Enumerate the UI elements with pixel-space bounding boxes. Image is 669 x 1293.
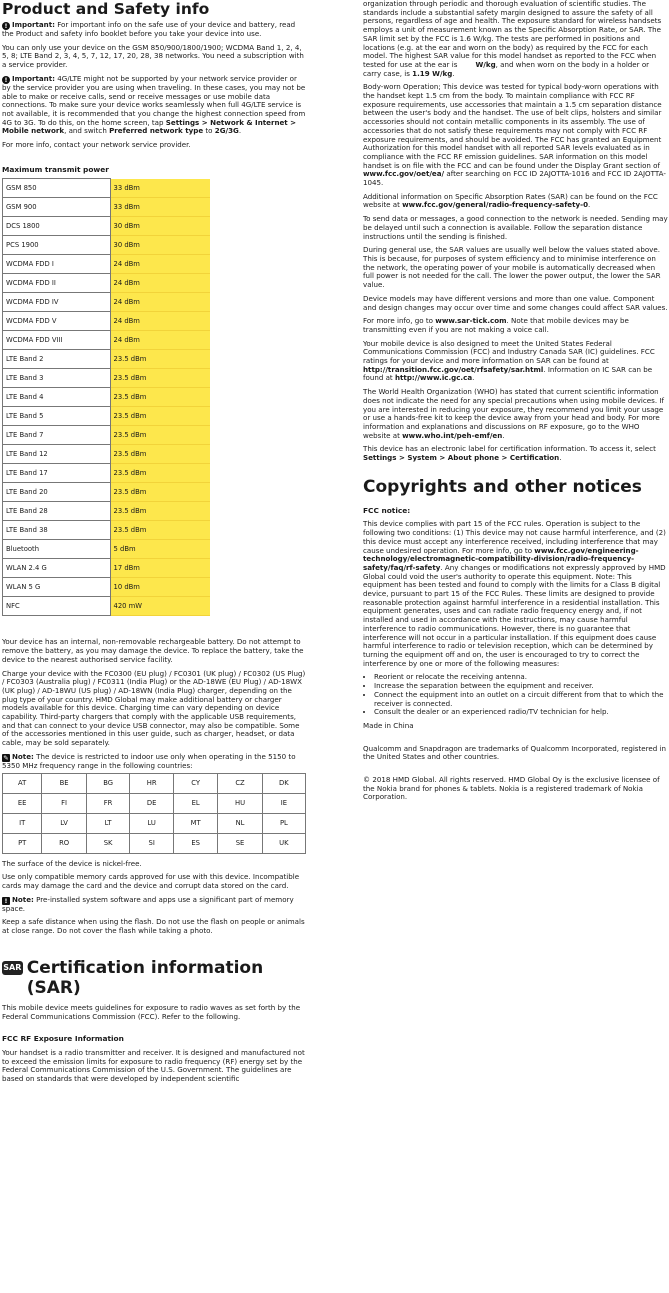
left-column bbox=[2, 0, 306, 1089]
power-cell: 23.5 dBm bbox=[110, 369, 210, 388]
sar-title: Certification information (SAR) bbox=[26, 957, 264, 998]
table-row bbox=[3, 255, 211, 274]
fcc-notice-paragraph: This device complies with part 15 of the FCC rules. Operation is subject to the following two conditions: (1) This device may not cause harmful interference, and (2) this device must accept any interference received, including interference that may cause undesired operation. For more info, go to www.fcc.gov/engineering-technology/electromagnetic-compatibility-division/radio-frequency-safety/faq/rf-safety. Any changes or modifications not expressly approved by HMD Global could void the user's authority to operate this equipment. Note: This equipment has been tested and found to comply with the limits for a Class B digital device, pursuant to part 15 of the FCC Rules. These limits are designed to provide reasonable protection against harmful interference in a residential installation. This equipment generates, uses and can radiate radio frequency energy and, if not installed and used in accordance with the instructions, may cause harmful interference to radio communications. However, there is no guarantee that interference will not occur in a particular installation. If this equipment does cause harmful interference to radio or television reception, which can be determined by turning the equipment off and on, the user is encouraged to try to correct the interference by one or more of the following measures: bbox=[363, 519, 666, 668]
memory-card-paragraph: Use only compatible memory cards approved for use with this device. Incompatible cards may damage the card and the device and corrupt data stored on the card. bbox=[2, 872, 300, 890]
fcc-ic-paragraph: Your mobile device is also designed to meet the United States Federal Communications Commission (FCC) and Industry Canada SAR (IC) guidelines. FCC ratings for your device and more information on SAR can be found at http://transition.fcc.gov/oet/rfsafety/sar.html. Information on IC SAR can be found at http://www.ic.gc.ca. bbox=[363, 338, 655, 383]
band-cell: WLAN 5 G bbox=[3, 578, 111, 597]
table-row bbox=[3, 521, 211, 540]
additional-sar-paragraph: Additional information on Specific Absorption Rates (SAR) can be found on the FCC website at www.fcc.gov/general/radio-frequency-safety-0. bbox=[363, 191, 658, 210]
power-cell: 23.5 dBm bbox=[110, 502, 210, 521]
country-table bbox=[2, 773, 306, 854]
provider-info: For more info, contact your network service provider. bbox=[2, 140, 191, 150]
band-cell: LTE Band 4 bbox=[3, 388, 111, 407]
table-row bbox=[3, 293, 211, 312]
band-cell: WCDMA FDD II bbox=[3, 274, 111, 293]
power-cell: 24 dBm bbox=[110, 312, 210, 331]
country-cell: NL bbox=[218, 813, 262, 833]
country-cell: HU bbox=[218, 793, 262, 813]
country-cell: SI bbox=[130, 833, 174, 853]
power-cell: 23.5 dBm bbox=[110, 350, 210, 369]
band-cell: DCS 1800 bbox=[3, 217, 111, 236]
country-cell: SK bbox=[86, 833, 130, 853]
list-item: • Reorient or relocate the receiving antenna. bbox=[374, 673, 668, 682]
power-cell: 33 dBm bbox=[110, 198, 210, 217]
fcc-sar-link[interactable]: http://transition.fcc.gov/oet/rfsafety/sar.html bbox=[363, 364, 544, 374]
band-cell: WCDMA FDD V bbox=[3, 312, 111, 331]
tx-heading: Maximum transmit power bbox=[2, 164, 109, 174]
band-cell: GSM 900 bbox=[3, 198, 111, 217]
country-cell: DK bbox=[262, 773, 305, 793]
country-cell: FR bbox=[86, 793, 130, 813]
power-cell: 23.5 dBm bbox=[110, 426, 210, 445]
country-cell: UK bbox=[262, 833, 305, 853]
table-row bbox=[3, 388, 211, 407]
country-cell: SE bbox=[218, 833, 262, 853]
table-row bbox=[3, 198, 211, 217]
sar-intro: This mobile device meets guidelines for exposure to radio waves as set forth by the Federal Communications Commission (FCC). Refer to the following. bbox=[2, 1002, 301, 1021]
exclamation-icon: ! bbox=[2, 22, 10, 30]
table-row bbox=[3, 217, 211, 236]
table-row bbox=[3, 369, 211, 388]
country-cell: EL bbox=[174, 793, 218, 813]
country-cell: ES bbox=[174, 833, 218, 853]
body-worn-paragraph: Body-worn Operation; This device was tested for typical body-worn operations with the handset kept 1.5 cm from the body. To maintain compliance with FCC RF exposure requirements, use accessories that maintain a 1.5 cm separation distance between the user's body and the handset. The use of belt clips, holsters and similar accessories should not contain metallic components in its assembly. The use of accessories that do not satisfy these requirements may not comply with FCC RF exposure requirements, and should be avoided. The FCC has granted an Equipment Authorization for this model handset with all reported SAR levels evaluated as in compliance with the FCC RF emission guidelines. SAR information on this model handset is on file with the FCC and can be found under the Display Grant section of www.fcc.gov/oet/ea/ after searching on FCC ID 2AJOTTA-1016 and FCC ID 2AJOTTA-1045. bbox=[363, 82, 666, 188]
certification-path: Settings > System > About phone > Certification bbox=[363, 453, 560, 463]
trademark-paragraph: Qualcomm and Snapdragon are trademarks of Qualcomm Incorporated, registered in the United States and other countries. bbox=[363, 743, 666, 762]
nickel-paragraph: The surface of the device is nickel-free. bbox=[2, 858, 142, 868]
band-cell: Bluetooth bbox=[3, 540, 111, 559]
memory-note: ! Note: Pre-installed system software and apps use a significant part of memory space. bbox=[2, 894, 294, 913]
power-cell: 23.5 dBm bbox=[110, 445, 210, 464]
country-cell: IE bbox=[262, 793, 305, 813]
transmit-power-table bbox=[2, 178, 210, 616]
power-cell: 24 dBm bbox=[110, 293, 210, 312]
list-item: • Increase the separation between the equipment and receiver. bbox=[374, 682, 668, 691]
table-row bbox=[3, 179, 211, 198]
band-cell: LTE Band 20 bbox=[3, 483, 111, 502]
important-note-2: ! Important: 4G/LTE might not be supported by your network service provider or by the service provider you are using when traveling. In these cases, you may not be able to make or receive calls, send or receive messages or use mobile data connections. To make sure your device works seamlessly when full 4G/LTE service is not available, it is recommended that you change the highest connection speed from 4G to 3G. To do this, on the home screen, tap Settings > Network & Internet > Mobile network, and switch Preferred network type to 2G/3G. bbox=[2, 73, 306, 136]
table-row bbox=[3, 407, 211, 426]
sar-logo-icon: SAR bbox=[2, 961, 23, 975]
table-row bbox=[3, 502, 211, 521]
band-cell: WLAN 2.4 G bbox=[3, 559, 111, 578]
battery-paragraph: Your device has an internal, non-removable rechargeable battery. Do not attempt to remove the battery, as you may damage the device. To replace the battery, take the device to the nearest authorised service facility. bbox=[2, 637, 304, 664]
copyright-paragraph: © 2018 HMD Global. All rights reserved. HMD Global Oy is the exclusive licensee of the Nokia brand for phones & tablets. Nokia is a registered trademark of Nokia Corporation. bbox=[363, 775, 660, 802]
country-cell: FI bbox=[42, 793, 86, 813]
power-cell: 23.5 dBm bbox=[110, 521, 210, 540]
copyright-title: Copyrights and other notices bbox=[363, 476, 642, 497]
indoor-note: ✎ Note: The device is restricted to indoor use only when operating in the 5150 to 5350 MHz frequency range in the following countries: bbox=[2, 751, 296, 770]
power-cell: 30 dBm bbox=[110, 217, 210, 236]
table-row bbox=[3, 274, 211, 293]
table-row bbox=[3, 597, 211, 616]
sar-values-paragraph: organization through periodic and thorough evaluation of scientific studies. The standards include a substantial safety margin designed to assure the safety of all persons, regardless of age and health. The exposure standard for wireless handsets employs a unit of measurement known as the Specific Absorption Rate, or SAR. The SAR limit set by the FCC is 1.6 W/kg. The tests are performed in positions and locations (e.g. at the ear and worn on the body) as required by the FCC for each model. The highest SAR value for this model handset as reported to the FCC when tested for use at the ear is W/kg, and when worn on the body in a holder or carry case, is 1.19 W/kg. bbox=[363, 0, 662, 78]
country-cell: RO bbox=[42, 833, 86, 853]
country-cell: PL bbox=[262, 813, 305, 833]
country-cell: BE bbox=[42, 773, 86, 793]
sar-tick-link[interactable]: www.sar-tick.com bbox=[435, 316, 507, 326]
country-cell: LV bbox=[42, 813, 86, 833]
e-label-paragraph: This device has an electronic label for certification information. To access it, select Settings > System > About phone > Certification. bbox=[363, 444, 656, 463]
band-cell: LTE Band 7 bbox=[3, 426, 111, 445]
table-row bbox=[3, 464, 211, 483]
power-cell: 10 dBm bbox=[110, 578, 210, 597]
table-row bbox=[3, 312, 211, 331]
exclamation-icon: ! bbox=[2, 897, 10, 905]
country-cell: MT bbox=[174, 813, 218, 833]
table-row bbox=[3, 236, 211, 255]
made-in: Made in China bbox=[363, 720, 414, 730]
who-paragraph: The World Health Organization (WHO) has stated that current scientific information does not indicate the need for any special precautions when using mobile devices. If you are interested in reducing your exposure, they recommend you limit your usage or use a hands-free kit to keep the device away from your head and body. For more information and explanations and discussions on RF exposure, go to the WHO website at www.who.int/peh-emf/en. bbox=[363, 387, 664, 440]
power-cell: 23.5 dBm bbox=[110, 407, 210, 426]
table-row bbox=[3, 773, 306, 793]
band-cell: LTE Band 5 bbox=[3, 407, 111, 426]
band-cell: WCDMA FDD IV bbox=[3, 293, 111, 312]
fcc-notice-heading: FCC notice: bbox=[363, 505, 411, 515]
table-row bbox=[3, 559, 211, 578]
table-row bbox=[3, 813, 306, 833]
table-row bbox=[3, 331, 211, 350]
band-cell: GSM 850 bbox=[3, 179, 111, 198]
band-cell: LTE Band 3 bbox=[3, 369, 111, 388]
preferred-network-label: Preferred network type bbox=[109, 126, 204, 136]
power-cell: 420 mW bbox=[110, 597, 210, 616]
table-row bbox=[3, 793, 306, 813]
country-cell: CY bbox=[174, 773, 218, 793]
band-cell: LTE Band 12 bbox=[3, 445, 111, 464]
table-row bbox=[3, 540, 211, 559]
band-cell: WCDMA FDD VIII bbox=[3, 331, 111, 350]
country-cell: CZ bbox=[218, 773, 262, 793]
country-cell: DE bbox=[130, 793, 174, 813]
page-title: Product and Safety info bbox=[2, 0, 210, 18]
country-cell: HR bbox=[130, 773, 174, 793]
table-row bbox=[3, 578, 211, 597]
sar-section-title bbox=[2, 958, 306, 998]
power-cell: 5 dBm bbox=[110, 540, 210, 559]
band-cell: LTE Band 2 bbox=[3, 350, 111, 369]
band-cell: LTE Band 38 bbox=[3, 521, 111, 540]
power-cell: 23.5 dBm bbox=[110, 388, 210, 407]
band-cell: LTE Band 28 bbox=[3, 502, 111, 521]
band-cell: PCS 1900 bbox=[3, 236, 111, 255]
country-cell: LT bbox=[86, 813, 130, 833]
table-row bbox=[3, 833, 306, 853]
country-cell: PT bbox=[3, 833, 42, 853]
settings-path: Settings > Network & Internet > Mobile network bbox=[2, 117, 297, 136]
flash-paragraph: Keep a safe distance when using the flash. Do not use the flash on people or animals at close range. Do not cover the flash while taking a photo. bbox=[2, 917, 305, 936]
table-row bbox=[3, 426, 211, 445]
networks-paragraph: You can only use your device on the GSM 850/900/1800/1900; WCDMA Band 1, 2, 4, 5, 8; LTE Band 2, 3, 4, 5, 7, 12, 17, 20, 28, 38 networks. You need a subscription with a service provider. bbox=[2, 42, 304, 70]
power-cell: 17 dBm bbox=[110, 559, 210, 578]
list-item: • Connect the equipment into an outlet on a circuit different from that to which the receiver is connected. bbox=[374, 691, 668, 708]
country-cell: BG bbox=[86, 773, 130, 793]
country-cell: LU bbox=[130, 813, 174, 833]
power-cell: 33 dBm bbox=[110, 179, 210, 198]
fcc-rf-safety-link[interactable]: www.fcc.gov/general/radio-frequency-safety-0 bbox=[402, 200, 589, 210]
table-row bbox=[3, 483, 211, 502]
power-cell: 23.5 dBm bbox=[110, 483, 210, 502]
country-cell: AT bbox=[3, 773, 42, 793]
table-row bbox=[3, 350, 211, 369]
charger-paragraph: Charge your device with the FC0300 (EU plug) / FC0301 (UK plug) / FC0302 (US Plug) / FC0303 (Australia plug) / FC0311 (India Plug) or the AD-18WE (EU Plug) / AD-18WX (UK plug) / AD-18WU (US plug) / AD-18WN (India Plug) charger, depending on the plug type of your country. HMD Global may make additional battery or charger models available for this device. Charging time can vary depending on device capability. Third-party chargers that comply with the applicable USB requirements, and that can connect to your device USB connector, may also be compatible. Some of the accessories mentioned in this user guide, such as charger, headset, or data cable, may be sold separately. bbox=[2, 668, 306, 748]
table-row bbox=[3, 445, 211, 464]
exclamation-icon: ! bbox=[2, 76, 10, 84]
fcc-rf-heading: FCC RF Exposure Information bbox=[2, 1034, 124, 1044]
power-cell: 30 dBm bbox=[110, 236, 210, 255]
band-cell: WCDMA FDD I bbox=[3, 255, 111, 274]
fcc-faq-link[interactable]: www.fcc.gov/engineering-technology/electromagnetic-compatibility-division/radio-frequency-safety/faq/rf-safety bbox=[363, 545, 639, 572]
band-cell: NFC bbox=[3, 597, 111, 616]
fcc-ea-link[interactable]: www.fcc.gov/oet/ea/ bbox=[363, 169, 445, 179]
fcc-rf-paragraph: Your handset is a radio transmitter and receiver. It is designed and manufactured not to exceed the emission limits for exposure to radio frequency (RF) energy set by the Federal Communications Commission of the U.S. Government. The guidelines are based on standards that were developed by independent scientific bbox=[2, 1047, 305, 1084]
list-item: • Consult the dealer or an experienced radio/TV technician for help. bbox=[374, 708, 668, 717]
right-column bbox=[363, 0, 668, 807]
data-send-paragraph: To send data or messages, a good connection to the network is needed. Sending may be delayed until such a connection is available. Follow the separation distance instructions until the sending is finished. bbox=[363, 214, 668, 241]
general-use-paragraph: During general use, the SAR values are usually well below the values stated above. This is because, for purposes of system efficiency and to minimise interference on the network, the operating power of your mobile is automatically decreased when full power is not needed for the call. The lower the power output, the lower the SAR value. bbox=[363, 245, 661, 290]
important-note-1: ! Important: For important info on the safe use of your device and battery, read the Product and safety info booklet before you take your device into use. bbox=[2, 20, 296, 38]
power-cell: 24 dBm bbox=[110, 331, 210, 350]
models-paragraph: Device models may have different versions and more than one value. Component and design changes may occur over time and some changes could affect SAR values. bbox=[363, 293, 668, 312]
ic-link[interactable]: http://www.ic.gc.ca bbox=[394, 373, 473, 383]
power-cell: 24 dBm bbox=[110, 274, 210, 293]
band-cell: LTE Band 17 bbox=[3, 464, 111, 483]
country-cell: EE bbox=[3, 793, 42, 813]
who-link[interactable]: www.who.int/peh-emf/en bbox=[402, 430, 503, 440]
sar-tick-paragraph: For more info, go to www.sar-tick.com. Note that mobile devices may be transmitting even if you are not making a voice call. bbox=[363, 316, 629, 334]
power-cell: 24 dBm bbox=[110, 255, 210, 274]
power-cell: 23.5 dBm bbox=[110, 464, 210, 483]
country-cell: IT bbox=[3, 813, 42, 833]
measures-list bbox=[363, 673, 668, 717]
wifi-restriction-icon: ✎ bbox=[3, 753, 9, 762]
